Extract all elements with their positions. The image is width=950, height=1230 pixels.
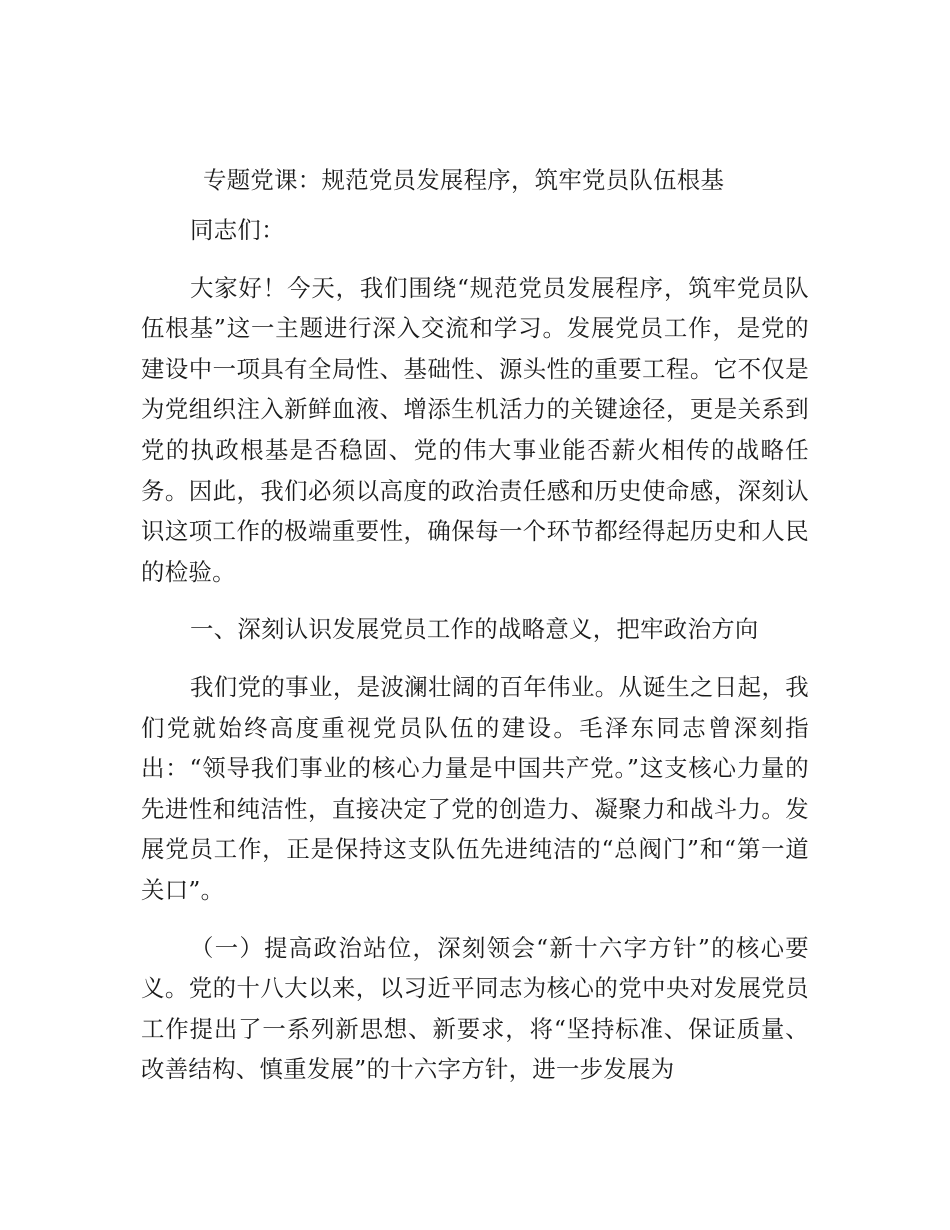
salutation: 同志们：	[190, 216, 285, 244]
document-body	[141, 160, 809, 1107]
section-heading-1: 一、深刻认识发展党员工作的战略意义，把牢政治方向	[190, 615, 759, 644]
subsection-1-paragraph: （一）提高政治站位，深刻领会“新十六字方针”的核心要义。党的十八大以来，以习近平同志为核心的党中央对发展党员工作提出了一系列新思想、新要求，将“坚持标准、保证质量、改善结构、慎重发展”的十六字方针，进一步发展为	[141, 933, 809, 1084]
section-1-paragraph: 我们党的事业，是波澜壮阔的百年伟业。从诞生之日起，我们党就始终高度重视党员队伍的建设。毛泽东同志曾深刻指出：“领导我们事业的核心力量是中国共产党。”这支核心力量的先进性和纯洁性，直接决定了党的创造力、凝聚力和战斗力。发展党员工作，正是保持这支队伍先进纯洁的“总阀门”和“第一道关口”。	[141, 672, 809, 904]
document-title: 专题党课：规范党员发展程序，筑牢党员队伍根基	[203, 166, 725, 194]
intro-paragraph: 大家好！今天，我们围绕“规范党员发展程序，筑牢党员队伍根基”这一主题进行深入交流和学习。发展党员工作，是党的建设中一项具有全局性、基础性、源头性的重要工程。它不仅是为党组织注入新鲜血液、增添生机活力的关键途径，更是关系到党的执政根基是否稳固、党的伟大事业能否薪火相传的战略任务。因此，我们必须以高度的政治责任感和历史使命感，深刻认识这项工作的极端重要性，确保每一个环节都经得起历史和人民的检验。	[141, 273, 809, 586]
